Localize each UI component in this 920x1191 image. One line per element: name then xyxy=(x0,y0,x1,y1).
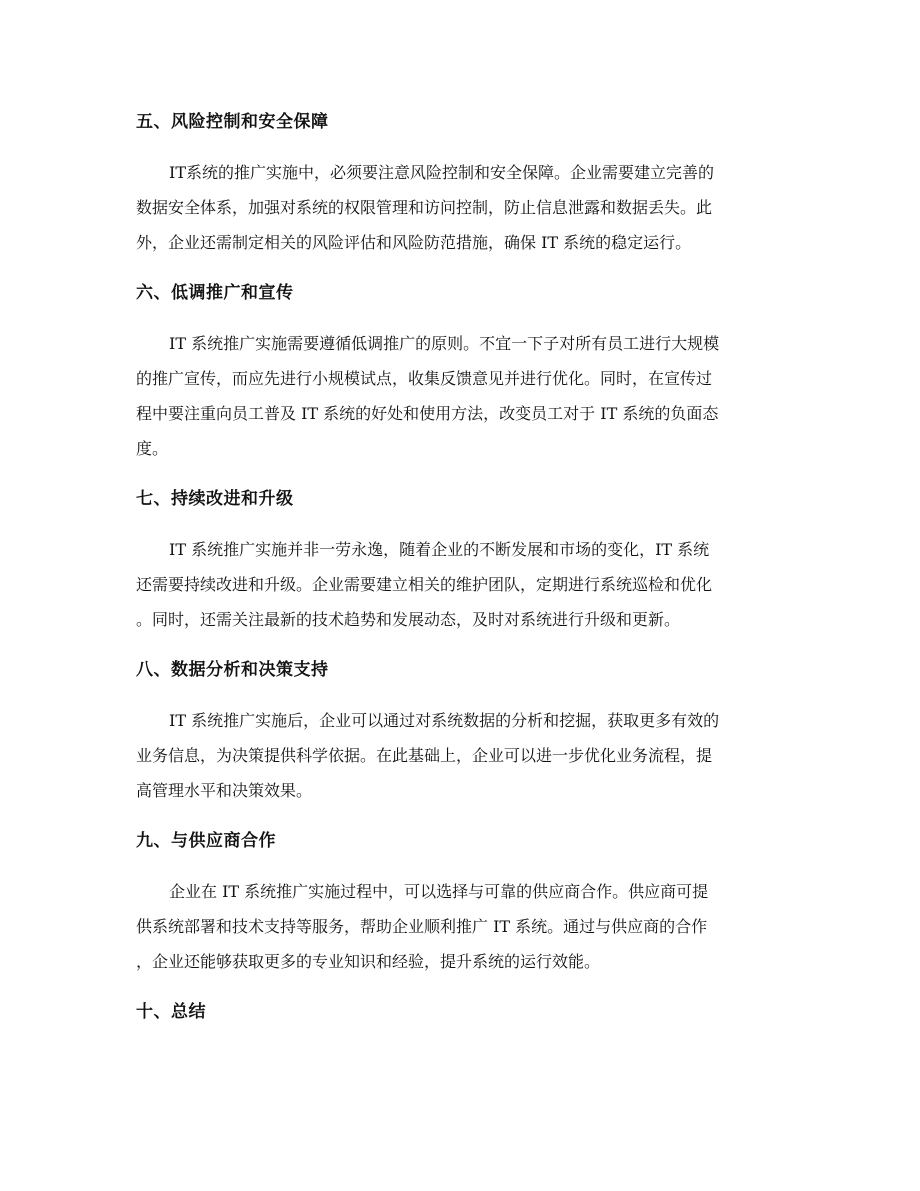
paragraph-line: 企业在 IT 系统推广实施过程中，可以选择与可靠的供应商合作。供应商可提 xyxy=(169,882,709,901)
paragraph-line: IT 系统推广实施并非一劳永逸，随着企业的不断发展和市场的变化，IT 系统 xyxy=(169,540,710,559)
paragraph-line: 程中要注重向员工普及 IT 系统的好处和使用方法，改变员工对于 IT 系统的负面态 xyxy=(136,404,719,423)
section-5 xyxy=(136,104,786,260)
paragraph-line: IT 系统推广实施需要遵循低调推广的原则。不宜一下子对所有员工进行大规模 xyxy=(169,334,720,353)
section-6 xyxy=(136,275,786,466)
paragraph-line: 业务信息，为决策提供科学依据。在此基础上，企业可以进一步优化业务流程，提 xyxy=(136,746,713,765)
paragraph-line: 外，企业还需制定相关的风险评估和风险防范措施，确保 IT 系统的稳定运行。 xyxy=(136,233,692,252)
paragraph xyxy=(136,326,786,466)
paragraph-line: 度。 xyxy=(136,439,169,458)
section-heading: 十、总结 xyxy=(136,1002,206,1022)
paragraph-line: IT系统的推广实施中，必须要注意风险控制和安全保障。企业需要建立完善的 xyxy=(169,163,714,182)
section-10 xyxy=(136,994,786,1030)
section-9 xyxy=(136,823,786,979)
section-8 xyxy=(136,652,786,808)
paragraph-line: 供系统部署和技术支持等服务，帮助企业顺利推广 IT 系统。通过与供应商的合作 xyxy=(136,917,708,936)
paragraph xyxy=(136,155,786,260)
paragraph-line: 的推广宣传，而应先进行小规模试点，收集反馈意见并进行优化。同时，在宣传过 xyxy=(136,369,713,388)
paragraph-line: IT 系统推广实施后，企业可以通过对系统数据的分析和挖掘，获取更多有效的 xyxy=(169,711,720,730)
paragraph-line: ，企业还能够获取更多的专业知识和经验，提升系统的运行效能。 xyxy=(136,952,601,971)
section-heading: 九、与供应商合作 xyxy=(136,831,276,851)
section-heading: 六、低调推广和宣传 xyxy=(136,283,294,303)
paragraph-line: 数据安全体系，加强对系统的权限管理和访问控制，防止信息泄露和数据丢失。此 xyxy=(136,198,713,217)
document-body xyxy=(136,104,786,1045)
paragraph xyxy=(136,532,786,637)
section-heading: 八、数据分析和决策支持 xyxy=(136,660,329,680)
paragraph-line: 高管理水平和决策效果。 xyxy=(136,781,313,800)
section-heading: 五、风险控制和安全保障 xyxy=(136,112,329,132)
paragraph-line: 还需要持续改进和升级。企业需要建立相关的维护团队，定期进行系统巡检和优化 xyxy=(136,575,713,594)
section-heading: 七、持续改进和升级 xyxy=(136,489,294,509)
paragraph xyxy=(136,703,786,808)
paragraph-line: 。同时，还需关注最新的技术趋势和发展动态，及时对系统进行升级和更新。 xyxy=(136,610,681,629)
section-7 xyxy=(136,481,786,637)
paragraph xyxy=(136,874,786,979)
